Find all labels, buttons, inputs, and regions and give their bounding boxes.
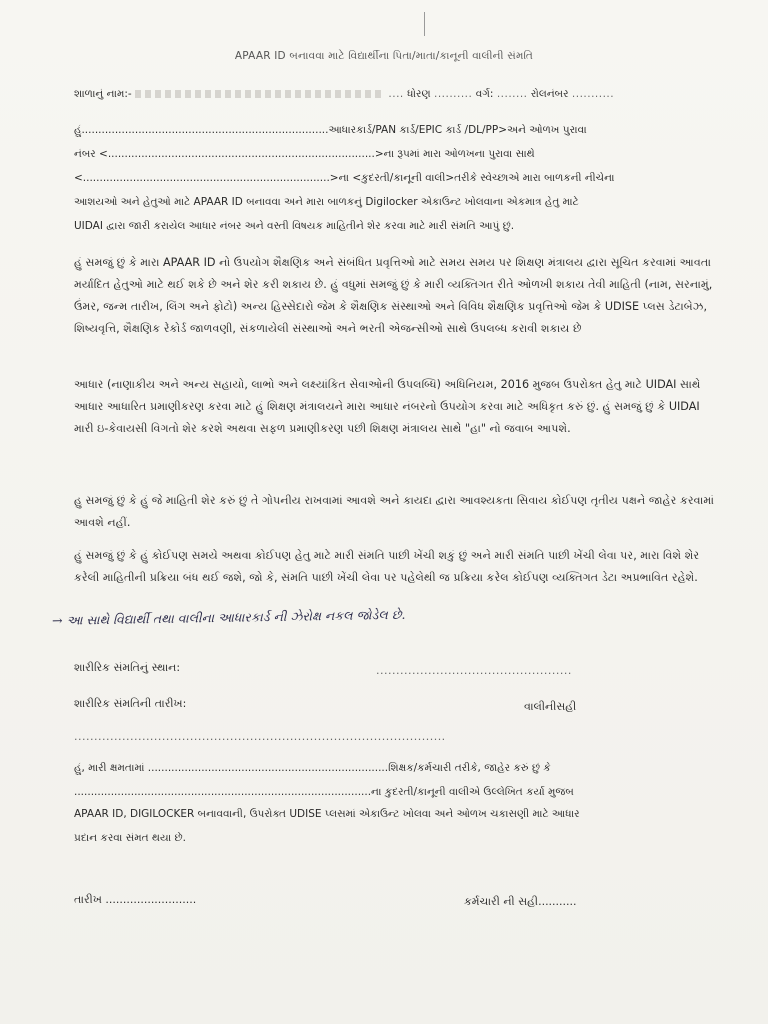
guardian-signature-label: વાલીનીસહી bbox=[524, 700, 577, 713]
std-label: ધોરણ bbox=[407, 88, 431, 100]
intro-line-1: હું..........................................................................આધારકાર્ડ/PAN કાર્ડ/EPIC કાર્ડ /DL/PP>અને ઓળખ પુરાવા bbox=[74, 124, 587, 136]
declaration-line-3: APAAR ID, DIGILOCKER બનાવવાની, ઉપરોક્ત UDISE પ્લસમાં એકાઉન્ટ ખોલવા અને ઓળખ ચકાસણી માટે આધાર bbox=[74, 808, 580, 820]
declaration-line-4: પ્રદાન કરવા સંમત થયા છે. bbox=[74, 832, 186, 844]
scan-mark bbox=[424, 12, 425, 36]
signature-line: ............................................................................................. bbox=[74, 730, 446, 743]
intro-line-4: આશયઓ અને હેતુઓ માટે APAAR ID બનાવવા અને મારા બાળકનું Digilocker એકાઉન્ટ ખોલવાના એકમાત્ર હેતુ માટે bbox=[74, 196, 579, 208]
consent-place-label: શારીરિક સંમતિનું સ્થાન: bbox=[74, 661, 181, 674]
form-title: APAAR ID બનાવવા માટે વિદ્યાર્થીના પિતા/માતા/કાનૂની વાલીની સંમતિ bbox=[234, 50, 534, 62]
intro-line-5: UIDAI દ્વારા જારી કરાયેલ આધાર નંબર અને વસ્તી વિષયક માહિતીને શેર કરવા માટે મારી સંમતિ આપું છું. bbox=[74, 220, 515, 232]
consent-date-label: શારીરિક સંમતિની તારીખ: bbox=[74, 697, 187, 710]
declaration-line-1: હું, મારી ક્ષમતામાં ........................................................................શિક્ષક/કર્મચારી તરીકે, જાહેર કરું છું કે bbox=[74, 762, 551, 774]
redacted-school-name bbox=[135, 90, 385, 98]
handwritten-note: → આ સાથે વિદ્યાર્થી તથા વાલીના આધારકાર્ડ ની ઝેરોક્ષ નકલ જોડેલ છે. bbox=[51, 606, 406, 628]
consent-place-line: ................................................. bbox=[376, 664, 572, 677]
paragraph-withdrawal: હું સમજું છું કે હું કોઈપણ સમયે અથવા કોઈપણ હેતુ માટે મારી સંમતિ પાછી ખેંચી શકું છું અને મારી સંમતિ પાછી ખેંચી લેવા પર, મારા વિશે શેર કરેલી માહિતીની પ્રક્રિયા બંધ થઈ જશે, જો કે, સંમતિ પાછી ખેંચી લેવા પર પહેલેથી જ પ્રક્રિયા કરેલ કોઈપણ વ્યક્તિગત ડેટા અપ્રભાવિત રહેશે. bbox=[74, 549, 700, 584]
declaration-line-2: .........................................................................................ના કુદરતી/કાનૂની વાલીએ ઉલ્લેખિત કર્યા મુજબ bbox=[74, 786, 574, 798]
footer-date-label: તારીખ .......................... bbox=[74, 893, 197, 906]
employee-signature-label: કર્મચારી ની સહી........... bbox=[464, 895, 577, 908]
paragraph-usage: હું સમજું છું કે મારા APAAR ID નો ઉપયોગ શૈક્ષણિક અને સંબંધિત પ્રવૃત્તિઓ માટે સમય સમય પર શિક્ષણ મંત્રાલય દ્વારા સૂચિત કરવામાં આવતા મર્યાદિત હેતુઓ માટે થઈ શકે છે અને શેર કરી શકાય છે. હું વધુમાં સમજું છું કે મારી વ્યક્તિગત રીતે ઓળખી શકાય તેવી માહિતી (નામ, સરનામું, ઉંમર, જન્મ તારીખ, લિંગ અને ફોટો) અન્ય હિસ્સેદારો જેમ કે શૈક્ષણિક સંસ્થાઓ અને વિવિધ શૈક્ષણિક પ્રવૃત્તિઓ જેમ કે UDISE પ્લસ ડેટાબેઝ, શિષ્યવૃત્તિ, શૈક્ષણિક રેકોર્ડ જાળવણી, સંકળાયેલી સંસ્થાઓ અને ભરતી એજન્સીઓ સાથે ઉપલબ્ધ કરાવી શકાય છે bbox=[74, 256, 713, 335]
school-name-label: શાળાનું નામ:- bbox=[74, 88, 132, 100]
class-label: વર્ગ: bbox=[475, 88, 494, 100]
roll-label: રોલનંબર bbox=[530, 88, 569, 100]
header-fields-row: શાળાનું નામ:- .... ધોરણ .......... વર્ગ: ........ રોલનંબર ........... bbox=[74, 88, 615, 100]
intro-line-2: નંબર <................................................................................>ના રૂપમાં મારા ઓળખના પુરાવા સાથે bbox=[74, 148, 535, 160]
paragraph-confidentiality: હુ સમજું છું કે હું જે માહિતી શેર કરું છું તે ગોપનીય રાખવામાં આવશે અને કાયદા દ્વારા આવશ્યકતા સિવાય કોઈપણ તૃતીય પક્ષને જાહેર કરવામાં આવશે નહીં. bbox=[74, 494, 714, 529]
paragraph-aadhaar-auth: આધાર (નાણાકીય અને અન્ય સહાયો, લાભો અને લક્ષ્યાંકિત સેવાઓની ઉપલબ્ધિ) અધિનિયમ, 2016 મુજબ ઉપરોક્ત હેતુ માટે UIDAI સાથે આધાર આધારિત પ્રમાણીકરણ કરવા માટે હું શિક્ષણ મંત્રાલયને મારા આધાર નંબરનો ઉપયોગ કરવા માટે અધિકૃત કરું છું. હું સમજું છું કે UIDAI મારી ઇ-કેવાયસી વિગતો શેર કરશે અથવા સફળ પ્રમાણીકરણ પછી શિક્ષણ મંત્રાલય સાથે "હા" નો જવાબ આપશે. bbox=[74, 378, 701, 435]
intro-line-3: <..........................................................................>ના <કુદરતી/કાનૂની વાલી>તરીકે સ્વેચ્છાએ મારા બાળકની નીચેના bbox=[74, 172, 615, 184]
